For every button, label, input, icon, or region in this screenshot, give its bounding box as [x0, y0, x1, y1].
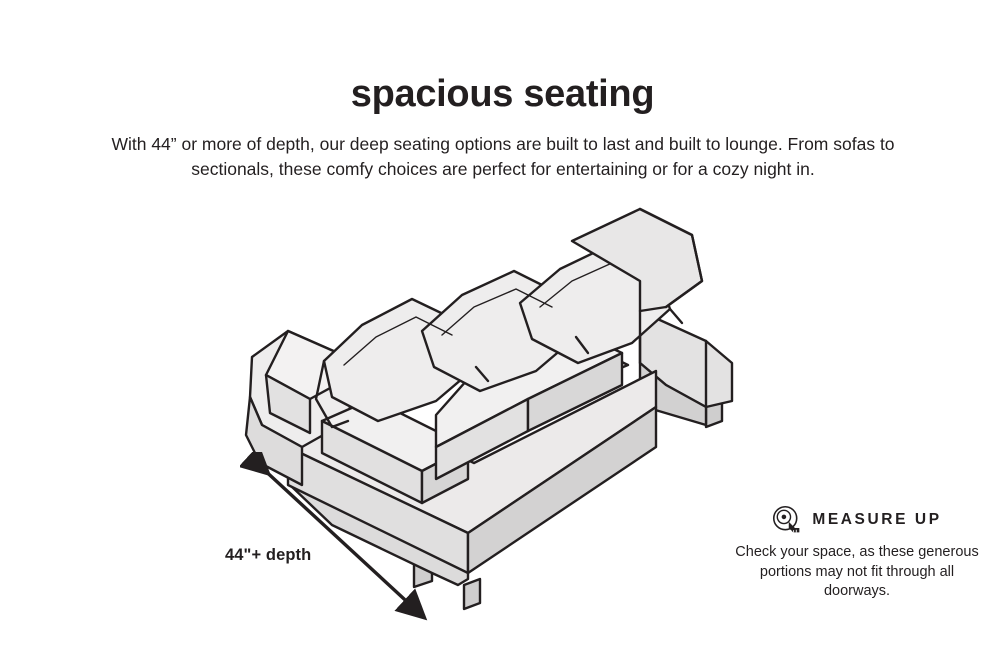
measure-up-note: Check your space, as these generous portions may not fit through all doorways.: [735, 544, 979, 600]
depth-dimension-label: 44"+ depth: [225, 546, 312, 564]
measure-up-title: MEASURE UP: [812, 511, 942, 528]
depth-arrow: [240, 452, 440, 632]
page-description: With 44” or more of depth, our deep seating options are built to last and built to lounge. From sofas to sectionals, these comfy choices are perfect for entertaining or for a cozy night in.: [111, 133, 895, 179]
page-title: spacious seating: [350, 73, 655, 116]
tape-measure-icon: [772, 505, 802, 535]
measure-up-callout: [733, 505, 981, 602]
measure-up-heading: [733, 505, 981, 535]
